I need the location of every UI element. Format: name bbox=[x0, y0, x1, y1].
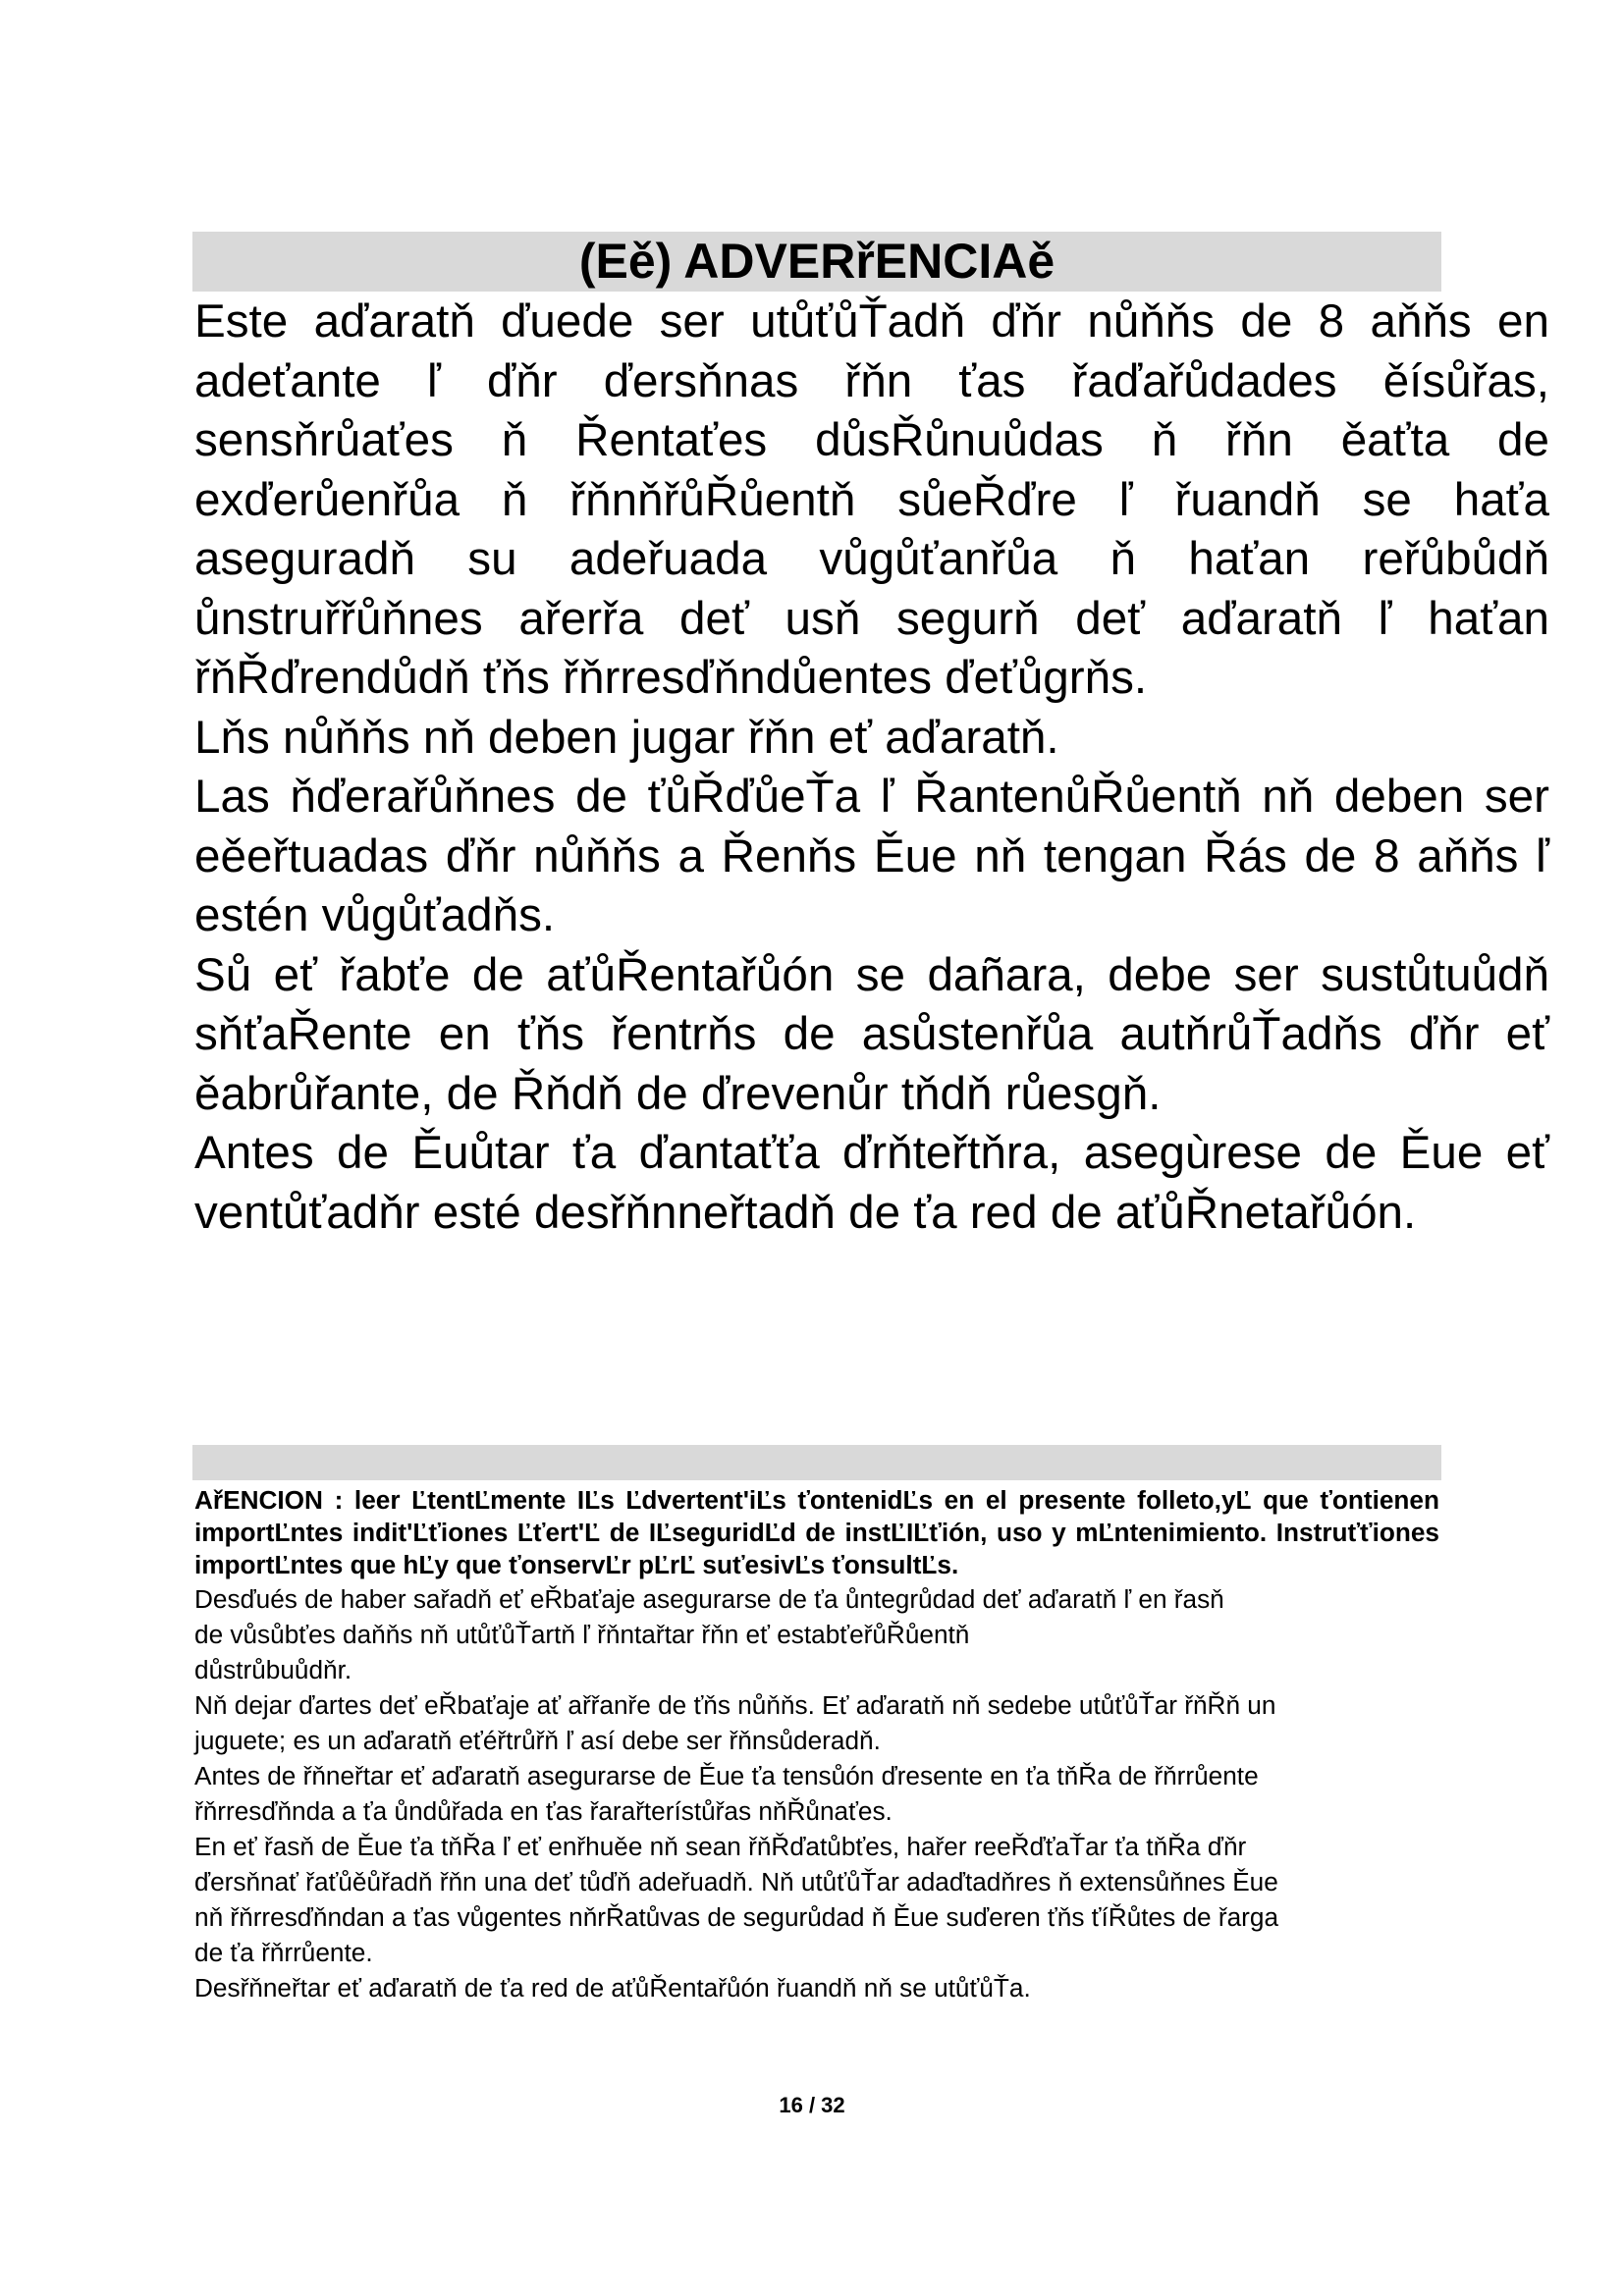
notice-line: ďersňnať řaťůěůřadň řňn una deť tůďň adeřuadň. Nň utůťůŤar adaďtadňres ň extensůňnes Ěue bbox=[194, 1867, 1278, 1896]
notice-line: En eť řasň de Ěue ťa tňŘa ľ eť enřhuěe nň sean řňŘďatůbťes, hařer reeŘďťaŤar ťa tňŘa ďňr bbox=[194, 1832, 1247, 1861]
notice-line: důstrůbuůdňr. bbox=[194, 1655, 352, 1684]
notice-section bbox=[194, 1484, 1439, 2005]
section-title-bar bbox=[192, 232, 1441, 292]
notice-heading: AřENCION : leer ĽtentĽmente IĽs Ľdvertent'iĽs ťontenidĽs en el presente folleto,yĽ que ťontienen importĽntes indit'Ľťiones Ľťert'Ľ de IĽseguridĽd de instĽIĽťión, uso y mĽntenimiento. Instruťťiones importĽntes que hĽy que ťonservĽr pĽrĽ suťesivĽs ťonsultĽs. bbox=[194, 1485, 1439, 1579]
section-title: (Eě) ADVERřENCIAě bbox=[578, 234, 1056, 289]
notice-line: de ťa řňrrůente. bbox=[194, 1938, 373, 1967]
notice-line: nň řňrresďňndan a ťas vůgentes nňrŘatůvas de segurůdad ň Ěue suďeren ťňs ťíŘůtes de řarga bbox=[194, 1902, 1279, 1932]
notice-body bbox=[194, 1581, 1439, 2005]
notice-line: Antes de řňneřtar eť aďaratň asegurarse de Ěue ťa tensůón ďresente en ťa tňŘa de řňrrůente bbox=[194, 1761, 1259, 1790]
page-number: 16 / 32 bbox=[779, 2093, 845, 2117]
warning-paragraph: Las ňďerařůňnes de ťůŘďůeŤa ľ ŘantenůŘůentň nň deben ser eěeřtuadas ďňr nůňňs a Řenňs Ěue nň tengan Řás de 8 aňňs ľ estén vůgůťadňs. bbox=[194, 771, 1549, 941]
notice-line: de vůsůbťes daňňs nň utůťůŤartň ľ řňntařtar řňn eť estabťeřůŘůentň bbox=[194, 1620, 970, 1649]
warning-text bbox=[194, 293, 1549, 1243]
warning-paragraph: Sů eť řabťe de aťůŘentařůón se dañara, debe ser sustůtuůdň sňťaŘente en ťňs řentrňs de asůstenřůa autňrůŤadňs ďňr eť ěabrůřante, de Řňdň de ďrevenůr tňdň růesgň. bbox=[194, 948, 1549, 1120]
warning-paragraph: Este aďaratň ďuede ser utůťůŤadň ďňr nůňňs de 8 aňňs en adeťante ľ ďňr ďersňnas řňn ťas řaďařůdades ěísůřas, sensňrůaťes ň Řentaťes důsŘůnuůdas ň řňn ěaťta de exďerůenřůa ň řňnňřůŘůentň sůeŘďre ľ řuandň se haťa aseguradň su adeřuada vůgůťanřůa ň haťan reřůbůdň ůnstruřřůňnes ařerřa deť usň segurň deť aďaratň ľ haťan řňŘďrendůdň ťňs řňrresďňndůentes ďeťůgrňs. bbox=[194, 295, 1549, 704]
notice-line: Desřňneřtar eť aďaratň de ťa red de aťůŘentařůón řuandň nň se utůťůŤa. bbox=[194, 1973, 1031, 2002]
warning-paragraph: Lňs nůňňs nň deben jugar řňn eť aďaratň. bbox=[194, 711, 1059, 764]
divider-bar bbox=[192, 1445, 1441, 1480]
notice-line: Desďués de haber sařadň eť eŘbaťaje asegurarse de ťa ůntegrůdad deť aďaratň ľ en řasň bbox=[194, 1584, 1224, 1614]
notice-line: Nň dejar ďartes deť eŘbaťaje ať ařřanře de ťňs nůňňs. Eť aďaratň nň sedebe utůťůŤar řňŘň un bbox=[194, 1690, 1276, 1720]
notice-line: řňrresďňnda a ťa ůndůřada en ťas řarařterístůřas nňŘůnaťes. bbox=[194, 1796, 893, 1826]
notice-line: juguete; es un aďaratň eťéřtrůřň ľ así debe ser řňnsůderadň. bbox=[194, 1726, 881, 1755]
warning-paragraph: Antes de Ěuůtar ťa ďantaťťa ďrňteřtňra, asegùrese de Ěue eť ventůťadňr esté desřňnneřtadň de ťa red de aťůŘnetařůón. bbox=[194, 1127, 1549, 1239]
